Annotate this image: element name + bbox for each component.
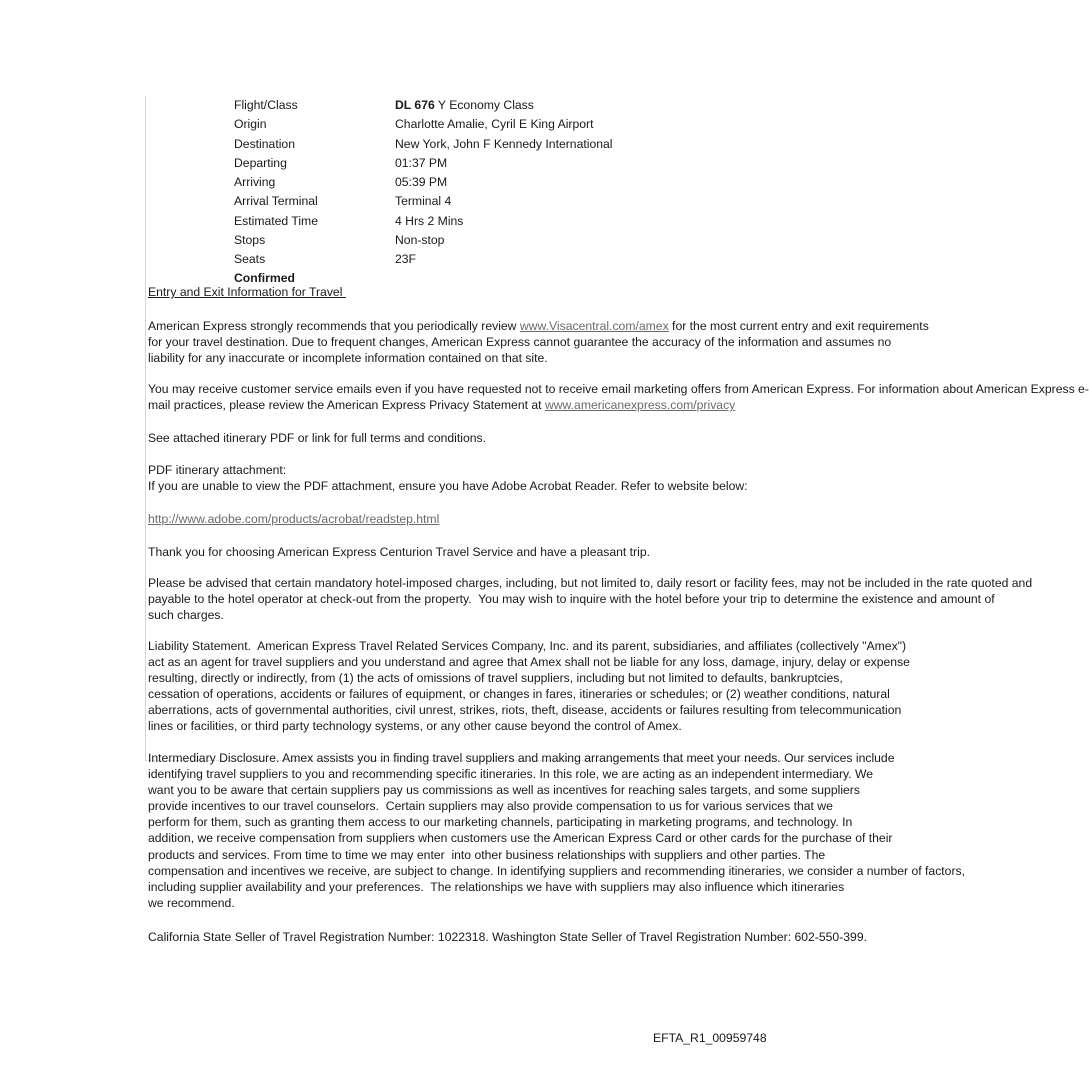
- paragraph-line: Intermediary Disclosure. Amex assists you in finding travel suppliers and making arrangements that meet your needs. Our services include: [148, 751, 895, 765]
- paragraph-line: compensation and incentives we receive, are subject to change. In identifying suppliers and recommending itineraries, we consider a number of factors,: [148, 863, 966, 878]
- paragraph-line: addition, we receive compensation from suppliers when customers use the American Express Card or other cards for the purchase of their: [148, 831, 893, 846]
- flight-class-label: Flight/Class: [234, 98, 298, 112]
- pdf-attachment-paragraph: [148, 462, 748, 494]
- stops-row: [234, 231, 612, 250]
- email-practices-paragraph: [148, 381, 1089, 413]
- estimated-time-label: Estimated Time: [234, 213, 318, 228]
- entry-exit-heading-text: Entry and Exit Information for Travel: [148, 285, 346, 299]
- entry-requirements-paragraph: [148, 318, 929, 366]
- paragraph-line: provide incentives to our travel counselors. Certain suppliers may also provide compensation to us for various services that we: [148, 799, 833, 814]
- paragraph-line: aberrations, acts of governmental authorities, civil unrest, strikes, riots, theft, disease, accidents or failures resulting from telecommunication: [148, 703, 902, 718]
- destination-label: Destination: [234, 136, 295, 151]
- origin-label: Origin: [234, 117, 267, 132]
- paragraph-line: cessation of operations, accidents or failures of equipment, or changes in fares, itineraries or schedules; or (2) weather conditions, natural: [148, 687, 890, 702]
- paragraph-line: If you are unable to view the PDF attachment, ensure you have Adobe Acrobat Reader. Refer to website below:: [148, 479, 748, 494]
- stops-value: Non-stop: [395, 233, 445, 248]
- adobe-link-paragraph: [148, 511, 439, 527]
- estimated-time-row: [234, 212, 612, 231]
- paragraph-line: identifying travel suppliers to you and recommending specific itineraries. In this role, we are acting as an independent intermediary. We: [148, 767, 874, 782]
- cabin-class: Y Economy Class: [434, 98, 534, 112]
- stops-label: Stops: [234, 233, 266, 248]
- privacy-statement-link[interactable]: www.americanexpress.com/privacy: [544, 398, 736, 413]
- destination-value: New York, John F Kennedy International: [395, 136, 613, 151]
- paragraph-line: perform for them, such as granting them access to our marketing channels, participating in marketing programs, and technology. In: [148, 815, 853, 830]
- seats-value: 23F: [395, 252, 417, 267]
- adobe-reader-link[interactable]: http://www.adobe.com/products/acrobat/readstep.html: [148, 512, 440, 526]
- intermediary-disclosure-paragraph: [148, 750, 965, 911]
- flight-class-row: [234, 96, 612, 115]
- paragraph-line: lines or facilities, or third party technology systems, or any other cause beyond the control of Amex.: [148, 719, 682, 734]
- seats-row: [234, 250, 612, 269]
- arriving-row: [234, 173, 612, 192]
- thank-you-paragraph: [148, 544, 650, 560]
- departing-label: Departing: [234, 155, 287, 170]
- paragraph-text: mail practices, please review the American Express Privacy Statement at: [148, 398, 545, 413]
- paragraph-line: payable to the hotel operator at check-out from the property. You may wish to inquire with the hotel before your trip to determine the existence and amount of: [148, 592, 995, 607]
- paragraph-text: American Express strongly recommends that you periodically review: [148, 319, 520, 333]
- departing-row: [234, 154, 612, 173]
- document-id: EFTA_R1_00959748: [653, 1031, 767, 1045]
- arrival-terminal-label: Arrival Terminal: [234, 194, 318, 209]
- paragraph-line: such charges.: [148, 608, 224, 623]
- seller-of-travel-paragraph: [148, 929, 867, 945]
- paragraph-text: for the most current entry and exit requirements: [668, 319, 929, 333]
- arriving-label: Arriving: [234, 175, 276, 190]
- paragraph-line: Thank you for choosing American Express Centurion Travel Service and have a pleasant trip.: [148, 545, 650, 559]
- paragraph-line: See attached itinerary PDF or link for full terms and conditions.: [148, 431, 487, 445]
- paragraph-line: PDF itinerary attachment:: [148, 463, 287, 477]
- paragraph-line: Liability Statement. American Express Travel Related Services Company, Inc. and its parent, subsidiaries, and affiliates (collectively "Amex"): [148, 639, 907, 653]
- paragraph-line: Please be advised that certain mandatory hotel-imposed charges, including, but not limited to, daily resort or facility fees, may not be included in the rate quoted and: [148, 576, 1033, 590]
- terms-paragraph: [148, 430, 486, 446]
- paragraph-line: [148, 318, 929, 334]
- liability-statement-paragraph: [148, 638, 910, 735]
- arriving-value: 05:39 PM: [395, 175, 448, 190]
- paragraph-line: including supplier availability and your preferences. The relationships we have with suppliers may also influence which itineraries: [148, 879, 845, 894]
- booking-status: Confirmed: [234, 270, 295, 285]
- flight-class-value: [395, 96, 534, 115]
- paragraph-line: California State Seller of Travel Registration Number: 1022318. Washington State Seller of Travel Registration Number: 602-550-399.: [148, 930, 867, 944]
- flight-details-table: [234, 96, 612, 288]
- destination-row: [234, 135, 612, 154]
- paragraph-line: liability for any inaccurate or incomplete information contained on that site.: [148, 351, 548, 366]
- entry-exit-heading: [148, 284, 346, 300]
- paragraph-line: we recommend.: [148, 895, 235, 910]
- paragraph-line: products and services. From time to time we may enter into other business relationships with suppliers and other parties. The: [148, 847, 826, 862]
- flight-number: DL 676: [395, 98, 435, 112]
- itinerary-content: [145, 96, 1089, 944]
- paragraph-line: resulting, directly or indirectly, from (1) the acts of omissions of travel suppliers, including but not limited to defaults, bankruptcies,: [148, 671, 843, 686]
- seats-label: Seats: [234, 252, 266, 267]
- paragraph-line: want you to be aware that certain suppliers pay us commissions as well as incentives for reaching sales targets, and some suppliers: [148, 783, 860, 798]
- hotel-charges-paragraph: [148, 575, 1032, 623]
- paragraph-line: You may receive customer service emails even if you have requested not to receive email marketing offers from American Express. For information about American Express e-: [148, 382, 1089, 396]
- origin-value: Charlotte Amalie, Cyril E King Airport: [395, 117, 594, 132]
- departing-value: 01:37 PM: [395, 155, 448, 170]
- visacentral-link[interactable]: www.Visacentral.com/amex: [519, 319, 669, 333]
- estimated-time-value: 4 Hrs 2 Mins: [395, 213, 464, 228]
- paragraph-line: act as an agent for travel suppliers and you understand and agree that Amex shall not be liable for any loss, damage, injury, delay or expense: [148, 655, 910, 670]
- paragraph-line: for your travel destination. Due to frequent changes, American Express cannot guarantee the accuracy of the information and assumes no: [148, 335, 892, 350]
- arrival-terminal-row: [234, 192, 612, 211]
- origin-row: [234, 115, 612, 134]
- arrival-terminal-value: Terminal 4: [395, 194, 452, 209]
- paragraph-line: [148, 397, 1089, 413]
